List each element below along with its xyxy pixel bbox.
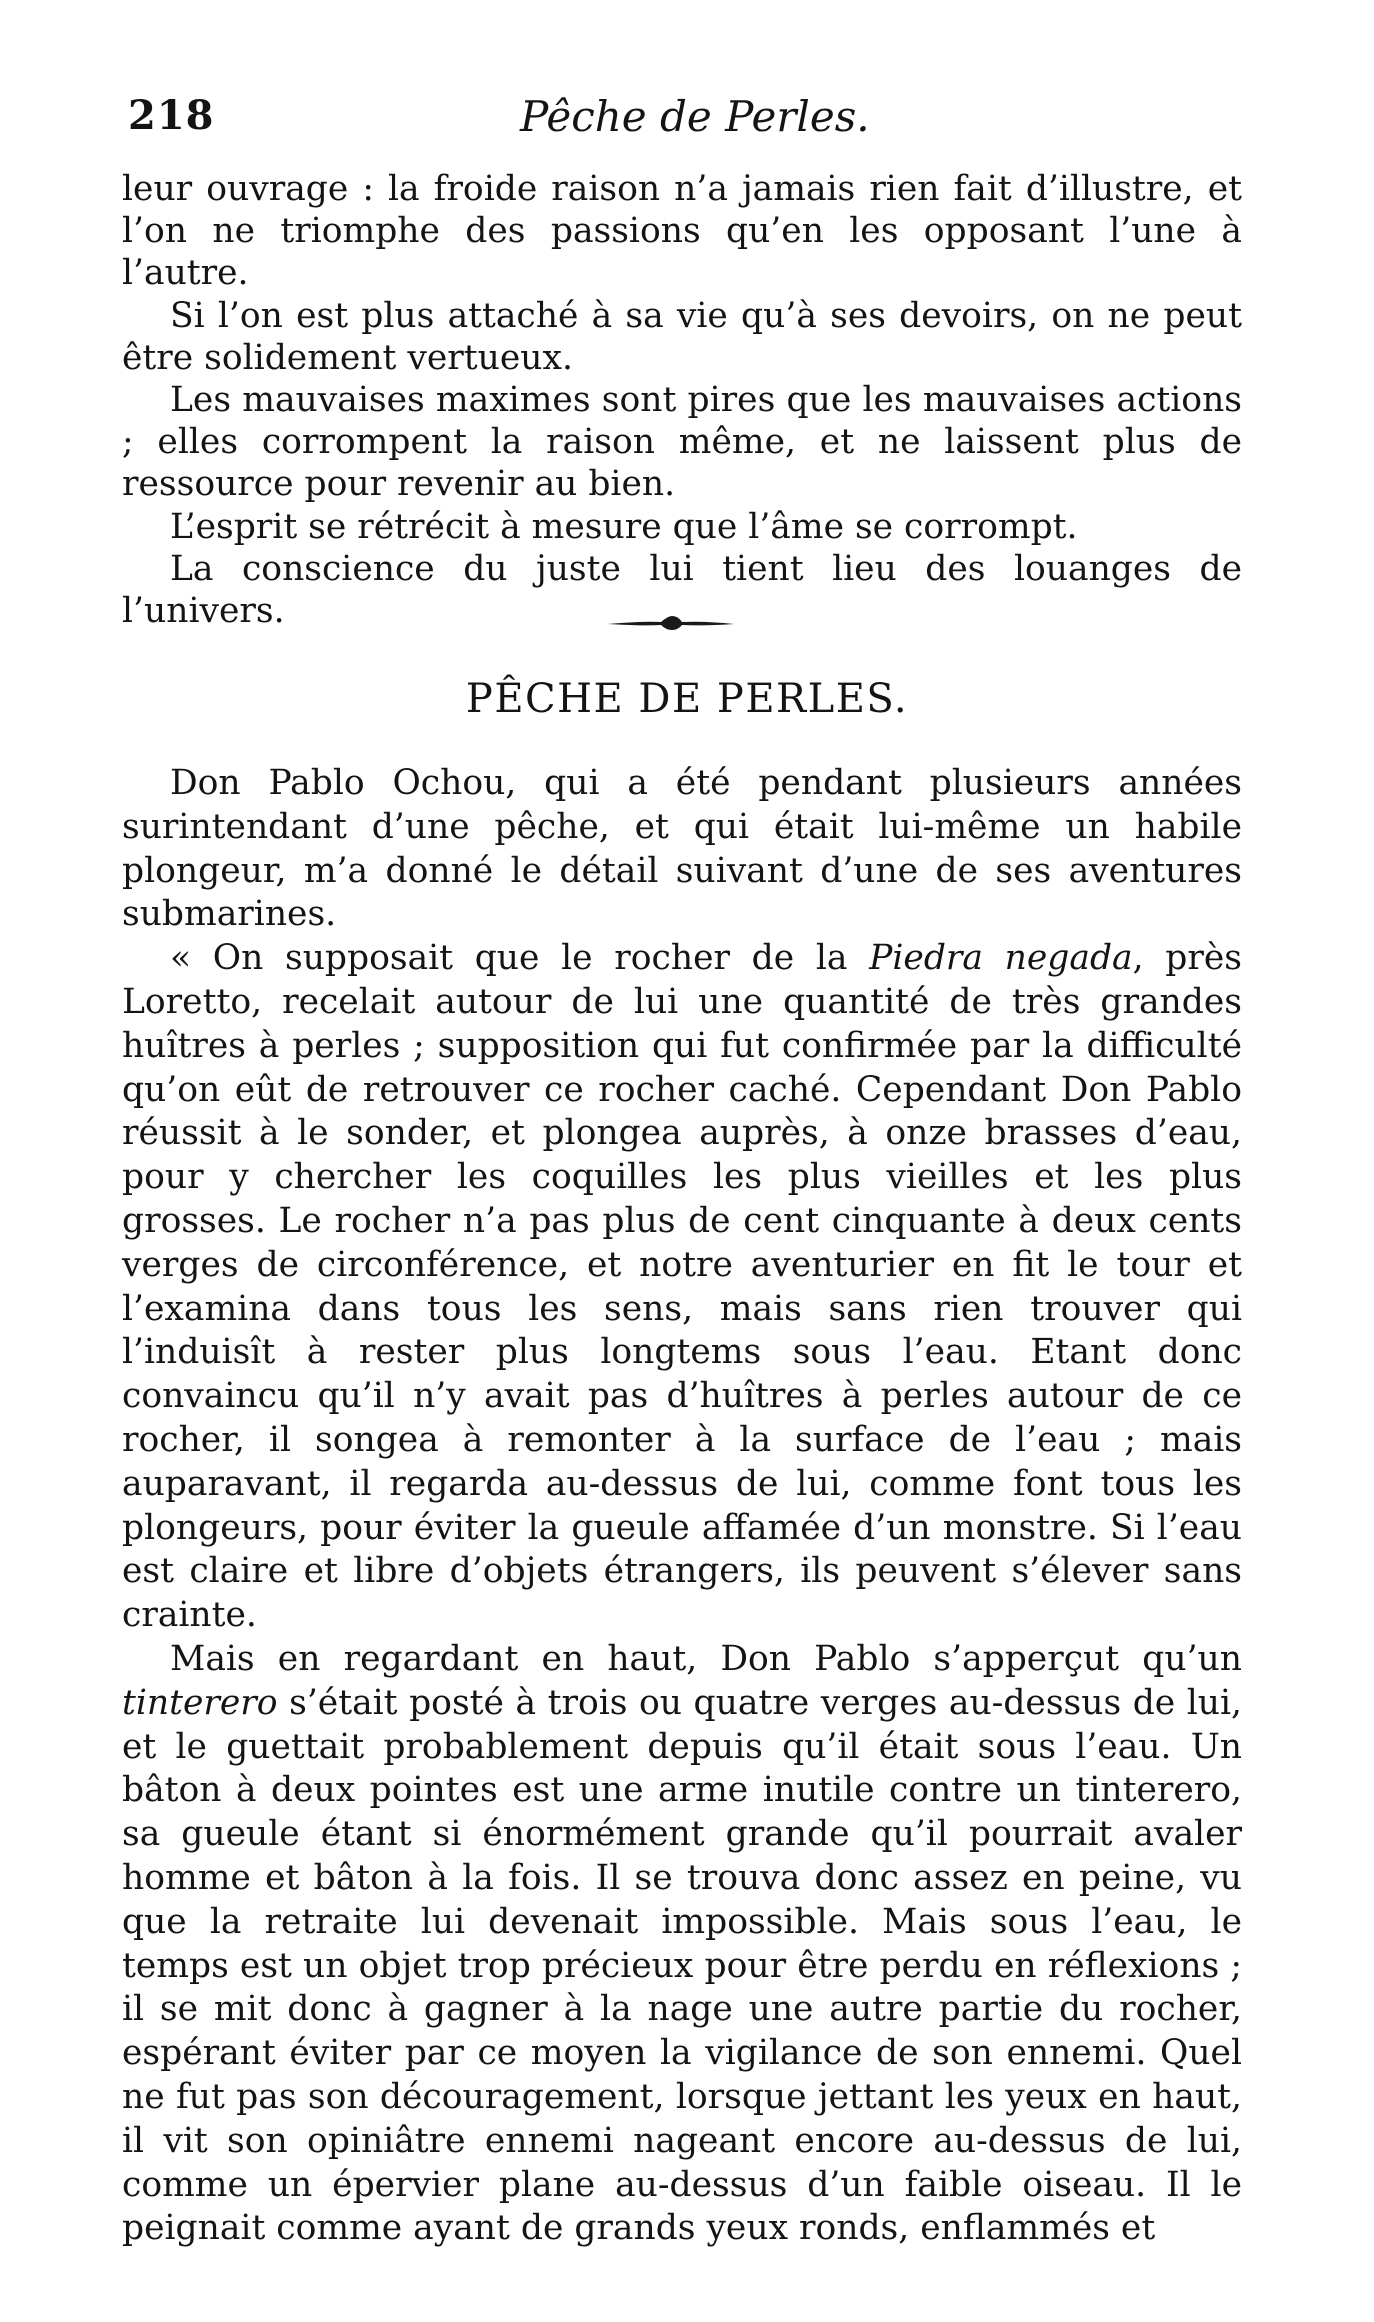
- maxims-section: [122, 168, 1242, 632]
- story-text: s’était posté à trois ou quatre verges au-dessus de lui, et le guettait probablement depuis qu’il était sous l’eau. Un bâton à deux pointes est une arme inutile contre un tinterero, sa gueule étant si énormément grande qu’il pourrait avaler homme et bâton à la fois. Il se trouva donc assez en peine, vu que la retraite lui devenait impossible. Mais sous l’eau, le temps est un objet trop précieux pour être perdu en réflexions ; il se mit donc à gagner à la nage une autre partie du rocher, espérant éviter par ce moyen la vigilance de son ennemi. Quel ne fut pas son découragement, lorsque jettant les yeux en haut, il vit son opiniâtre ennemi nageant encore au-dessus de lui, comme un épervier plane au-dessus d’un faible oiseau. Il le peignait comme ayant de grands yeux ronds, enflammés et: [122, 1682, 1242, 2249]
- section-title: PÊCHE DE PERLES.: [465, 676, 909, 722]
- maxim: Si l’on est plus attaché à sa vie qu’à ses devoirs, on ne peut être solidement vertueux.: [122, 295, 1242, 378]
- running-title: Pêche de Perles.: [520, 92, 870, 141]
- story-italic-placename: Piedra negada: [869, 938, 1133, 979]
- maxim: Les mauvaises maximes sont pires que les mauvaises actions ; elles corrompent la raison même, et ne laissent plus de ressource pour revenir au bien.: [122, 380, 1242, 505]
- maxim-continuation: leur ouvrage : la froide raison n’a jamais rien fait d’illustre, et l’on ne triomphe des passions qu’en les opposant l’une à l’autre.: [122, 169, 1242, 294]
- story-paragraph-rocher: [122, 937, 1242, 1638]
- story-text: , près Loretto, recelait autour de lui une quantité de très grandes huîtres à perles ; supposition qui fut confirmée par la difficulté qu’on eût de retrouver ce rocher caché. Cependant Don Pablo réussit à le sonder, et plongea auprès, à onze brasses d’eau, pour y chercher les coquilles les plus vieilles et les plus grosses. Le rocher n’a pas plus de cent cinquante à deux cents verges de circonférence, et notre aventurier en fit le tour et l’examina dans tous les sens, mais sans rien trouver qui l’induisît à rester plus longtems sous l’eau. Etant donc convaincu qu’il n’y avait pas d’huîtres à perles autour de ce rocher, il songea à remonter à la surface de l’eau ; mais auparavant, il regarda au-dessus de lui, comme font tous les plongeurs, pour éviter la gueule affamée d’un monstre. Si l’eau est claire et libre d’objets étrangers, ils peuvent s’élever sans crainte.: [122, 938, 1242, 1636]
- page-number: 218: [128, 92, 215, 139]
- story-paragraph-intro: Don Pablo Ochou, qui a été pendant plusieurs années surintendant d’une pêche, et qui était lui-même un habile plongeur, m’a donné le détail suivant d’une de ses aventures submarines.: [122, 763, 1242, 935]
- story-section: [122, 762, 1242, 2251]
- fleuron-ornament-icon: [606, 612, 736, 634]
- story-text: « On supposait que le rocher de la: [170, 938, 870, 979]
- maxim: La conscience du juste lui tient lieu des louanges de l’univers.: [122, 548, 1242, 632]
- story-text: Mais en regardant en haut, Don Pablo s’apperçut qu’un: [170, 1638, 1242, 1679]
- maxim: L’esprit se rétrécit à mesure que l’âme se corrompt.: [170, 506, 1078, 547]
- story-paragraph-tinterero: [122, 1638, 1242, 2251]
- page-header: [128, 92, 1248, 152]
- story-italic-term: tinterero: [122, 1682, 278, 1723]
